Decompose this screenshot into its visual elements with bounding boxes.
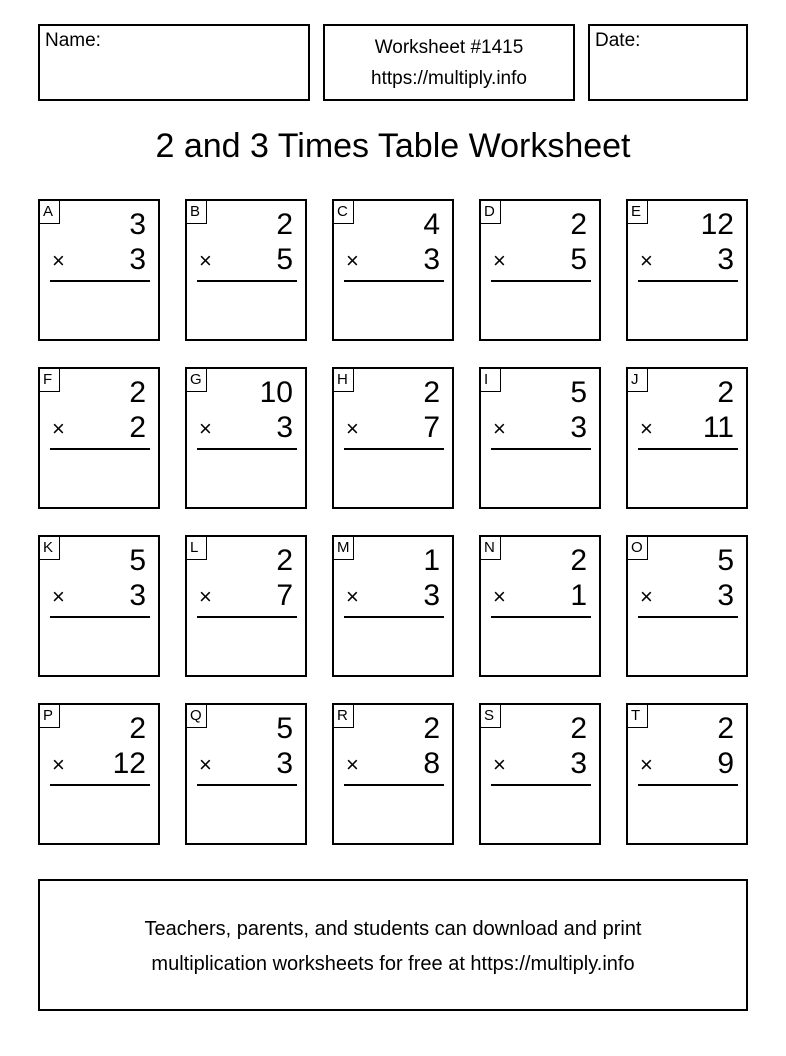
problem-letter: O <box>628 537 648 560</box>
multiplicand: 10 <box>259 376 293 409</box>
answer-line <box>491 448 591 450</box>
problem-card[interactable] <box>185 367 307 509</box>
answer-line <box>197 280 297 282</box>
answer-line <box>50 616 150 618</box>
problem-letter: H <box>334 369 354 392</box>
multiplier: 5 <box>276 243 293 276</box>
multiplier: 7 <box>423 411 440 444</box>
problem-letter: P <box>40 705 60 728</box>
multiplicand: 12 <box>700 208 734 241</box>
answer-line <box>491 784 591 786</box>
times-sign: × <box>52 752 65 777</box>
multiplier: 3 <box>717 243 734 276</box>
problem-card[interactable] <box>626 535 748 677</box>
multiplicand: 2 <box>276 544 293 577</box>
answer-line <box>638 448 738 450</box>
answer-line <box>638 784 738 786</box>
answer-line <box>491 616 591 618</box>
problem-letter: M <box>334 537 354 560</box>
times-sign: × <box>493 416 506 441</box>
multiplier: 11 <box>702 411 734 444</box>
problem-letter: T <box>628 705 648 728</box>
problem-card[interactable] <box>185 535 307 677</box>
multiplier: 1 <box>570 579 587 612</box>
multiplicand: 2 <box>276 208 293 241</box>
times-sign: × <box>52 248 65 273</box>
problem-letter: C <box>334 201 354 224</box>
problem-card[interactable] <box>38 199 160 341</box>
multiplicand: 2 <box>423 712 440 745</box>
problem-card[interactable] <box>479 367 601 509</box>
name-label: Name: <box>45 30 101 51</box>
date-label: Date: <box>595 30 641 51</box>
problem-card[interactable] <box>185 199 307 341</box>
worksheet-number: Worksheet #1415 <box>374 37 524 58</box>
times-sign: × <box>346 416 359 441</box>
answer-line <box>197 448 297 450</box>
answer-line <box>50 280 150 282</box>
multiplier: 8 <box>423 747 440 780</box>
problem-letter: R <box>334 705 354 728</box>
problem-grid <box>38 199 748 845</box>
answer-line <box>197 784 297 786</box>
multiplicand: 5 <box>129 544 146 577</box>
answer-line <box>344 448 444 450</box>
problem-card[interactable] <box>38 703 160 845</box>
problem-card[interactable] <box>185 703 307 845</box>
multiplicand: 5 <box>276 712 293 745</box>
problem-letter: N <box>481 537 501 560</box>
answer-line <box>491 280 591 282</box>
problem-card[interactable] <box>626 367 748 509</box>
answer-line <box>50 448 150 450</box>
problem-card[interactable] <box>479 703 601 845</box>
multiplicand: 2 <box>570 712 587 745</box>
multiplicand: 2 <box>717 712 734 745</box>
worksheet-info-box <box>323 24 575 101</box>
problem-letter: F <box>40 369 60 392</box>
answer-line <box>197 616 297 618</box>
multiplicand: 2 <box>423 376 440 409</box>
answer-line <box>344 616 444 618</box>
times-sign: × <box>640 584 653 609</box>
problem-letter: G <box>187 369 207 392</box>
multiplicand: 2 <box>129 712 146 745</box>
times-sign: × <box>52 416 65 441</box>
multiplier: 3 <box>276 411 293 444</box>
problem-card[interactable] <box>626 199 748 341</box>
page-title: 2 and 3 Times Table Worksheet <box>155 127 631 165</box>
multiplier: 3 <box>717 579 734 612</box>
problem-card[interactable] <box>479 535 601 677</box>
multiplicand: 5 <box>717 544 734 577</box>
multiplier: 3 <box>129 243 146 276</box>
footer-line-2: multiplication worksheets for free at https://multiply.info <box>151 953 635 975</box>
multiplicand: 2 <box>570 544 587 577</box>
problem-card[interactable] <box>332 535 454 677</box>
answer-line <box>638 280 738 282</box>
multiplier: 9 <box>717 747 734 780</box>
problem-card[interactable] <box>38 367 160 509</box>
problem-card[interactable] <box>332 367 454 509</box>
multiplier: 2 <box>129 411 146 444</box>
multiplicand: 3 <box>129 208 146 241</box>
times-sign: × <box>199 584 212 609</box>
multiplicand: 4 <box>423 208 440 241</box>
times-sign: × <box>640 752 653 777</box>
answer-line <box>344 784 444 786</box>
multiplier: 5 <box>570 243 587 276</box>
answer-line <box>344 280 444 282</box>
times-sign: × <box>493 752 506 777</box>
problem-letter: E <box>628 201 648 224</box>
multiplier: 3 <box>570 411 587 444</box>
problem-letter: A <box>40 201 60 224</box>
times-sign: × <box>199 248 212 273</box>
times-sign: × <box>493 584 506 609</box>
times-sign: × <box>199 752 212 777</box>
multiplier: 3 <box>423 243 440 276</box>
times-sign: × <box>199 416 212 441</box>
problem-letter: J <box>628 369 648 392</box>
multiplier: 3 <box>129 579 146 612</box>
times-sign: × <box>346 752 359 777</box>
problem-card[interactable] <box>332 703 454 845</box>
multiplier: 3 <box>570 747 587 780</box>
answer-line <box>638 616 738 618</box>
multiplier: 12 <box>112 747 146 780</box>
problem-letter: D <box>481 201 501 224</box>
multiplicand: 1 <box>423 544 440 577</box>
problem-card[interactable] <box>626 703 748 845</box>
multiplicand: 2 <box>717 376 734 409</box>
times-sign: × <box>640 248 653 273</box>
problem-letter: I <box>481 369 501 392</box>
problem-letter: B <box>187 201 207 224</box>
date-field[interactable] <box>588 24 748 101</box>
footer-note <box>38 879 748 1011</box>
times-sign: × <box>52 584 65 609</box>
multiplicand: 2 <box>570 208 587 241</box>
problem-card[interactable] <box>38 535 160 677</box>
times-sign: × <box>493 248 506 273</box>
multiplier: 7 <box>276 579 293 612</box>
problem-card[interactable] <box>479 199 601 341</box>
problem-letter: Q <box>187 705 207 728</box>
problem-letter: L <box>187 537 207 560</box>
times-sign: × <box>346 584 359 609</box>
multiplier: 3 <box>276 747 293 780</box>
times-sign: × <box>346 248 359 273</box>
multiplicand: 5 <box>570 376 587 409</box>
worksheet-url: https://multiply.info <box>371 68 527 89</box>
name-field[interactable] <box>38 24 310 101</box>
footer-line-1: Teachers, parents, and students can download and print <box>144 918 642 940</box>
problem-card[interactable] <box>332 199 454 341</box>
answer-line <box>50 784 150 786</box>
problem-letter: S <box>481 705 501 728</box>
multiplicand: 2 <box>129 376 146 409</box>
problem-letter: K <box>40 537 60 560</box>
times-sign: × <box>640 416 653 441</box>
multiplier: 3 <box>423 579 440 612</box>
